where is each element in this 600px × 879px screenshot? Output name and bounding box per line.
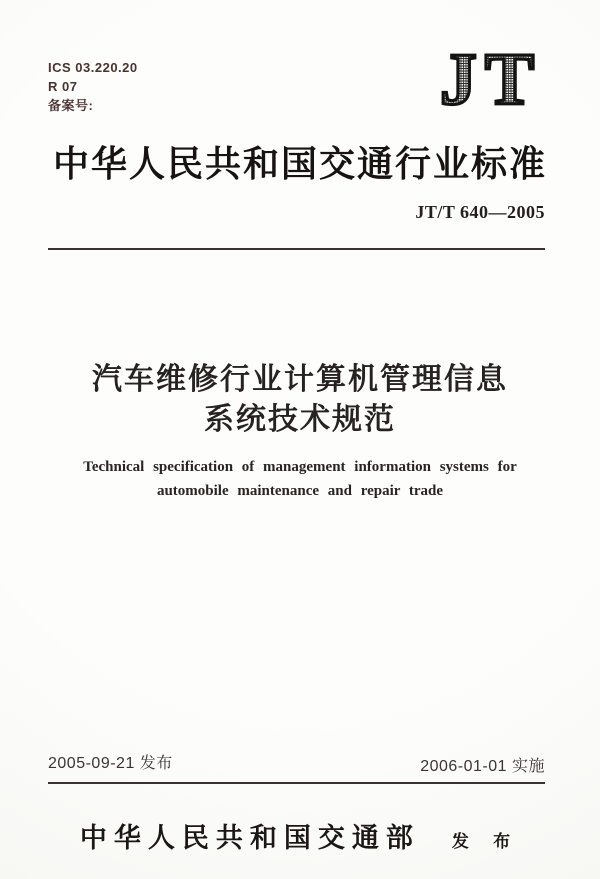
footer-row bbox=[0, 816, 600, 855]
document-title-cn bbox=[0, 360, 600, 440]
footer-divider-rule bbox=[48, 782, 545, 784]
issue-date: 2005-09-21 发布 bbox=[48, 755, 173, 772]
implementation-date: 2006-01-01 实施 bbox=[420, 758, 545, 775]
document-title-en-line2: automobile maintenance and repair trade bbox=[156, 483, 444, 499]
jt-logo-text: JT bbox=[439, 39, 543, 120]
meta-block bbox=[48, 58, 138, 115]
issue-action-label: 发 布 bbox=[451, 832, 521, 851]
record-number-label: 备案号: bbox=[48, 98, 94, 113]
ics-code: ICS 03.220.20 bbox=[48, 60, 138, 75]
standard-type-title: 中华人民共和国交通行业标准 bbox=[52, 144, 547, 184]
dates-row bbox=[48, 750, 545, 773]
standard-number: JT/T 640—2005 bbox=[415, 202, 545, 222]
document-title-cn-line2: 系统技术规范 bbox=[204, 403, 396, 436]
header-divider-rule bbox=[48, 248, 545, 250]
document-title-en bbox=[0, 455, 600, 503]
jt-logo-icon bbox=[413, 38, 569, 120]
classification-code: R 07 bbox=[48, 79, 78, 94]
document-title-en-line1: Technical specification of management information systems for bbox=[83, 459, 517, 475]
document-title-cn-line1: 汽车维修行业计算机管理信息 bbox=[92, 363, 508, 396]
issuing-authority: 中华人民共和国交通部 bbox=[79, 823, 420, 853]
